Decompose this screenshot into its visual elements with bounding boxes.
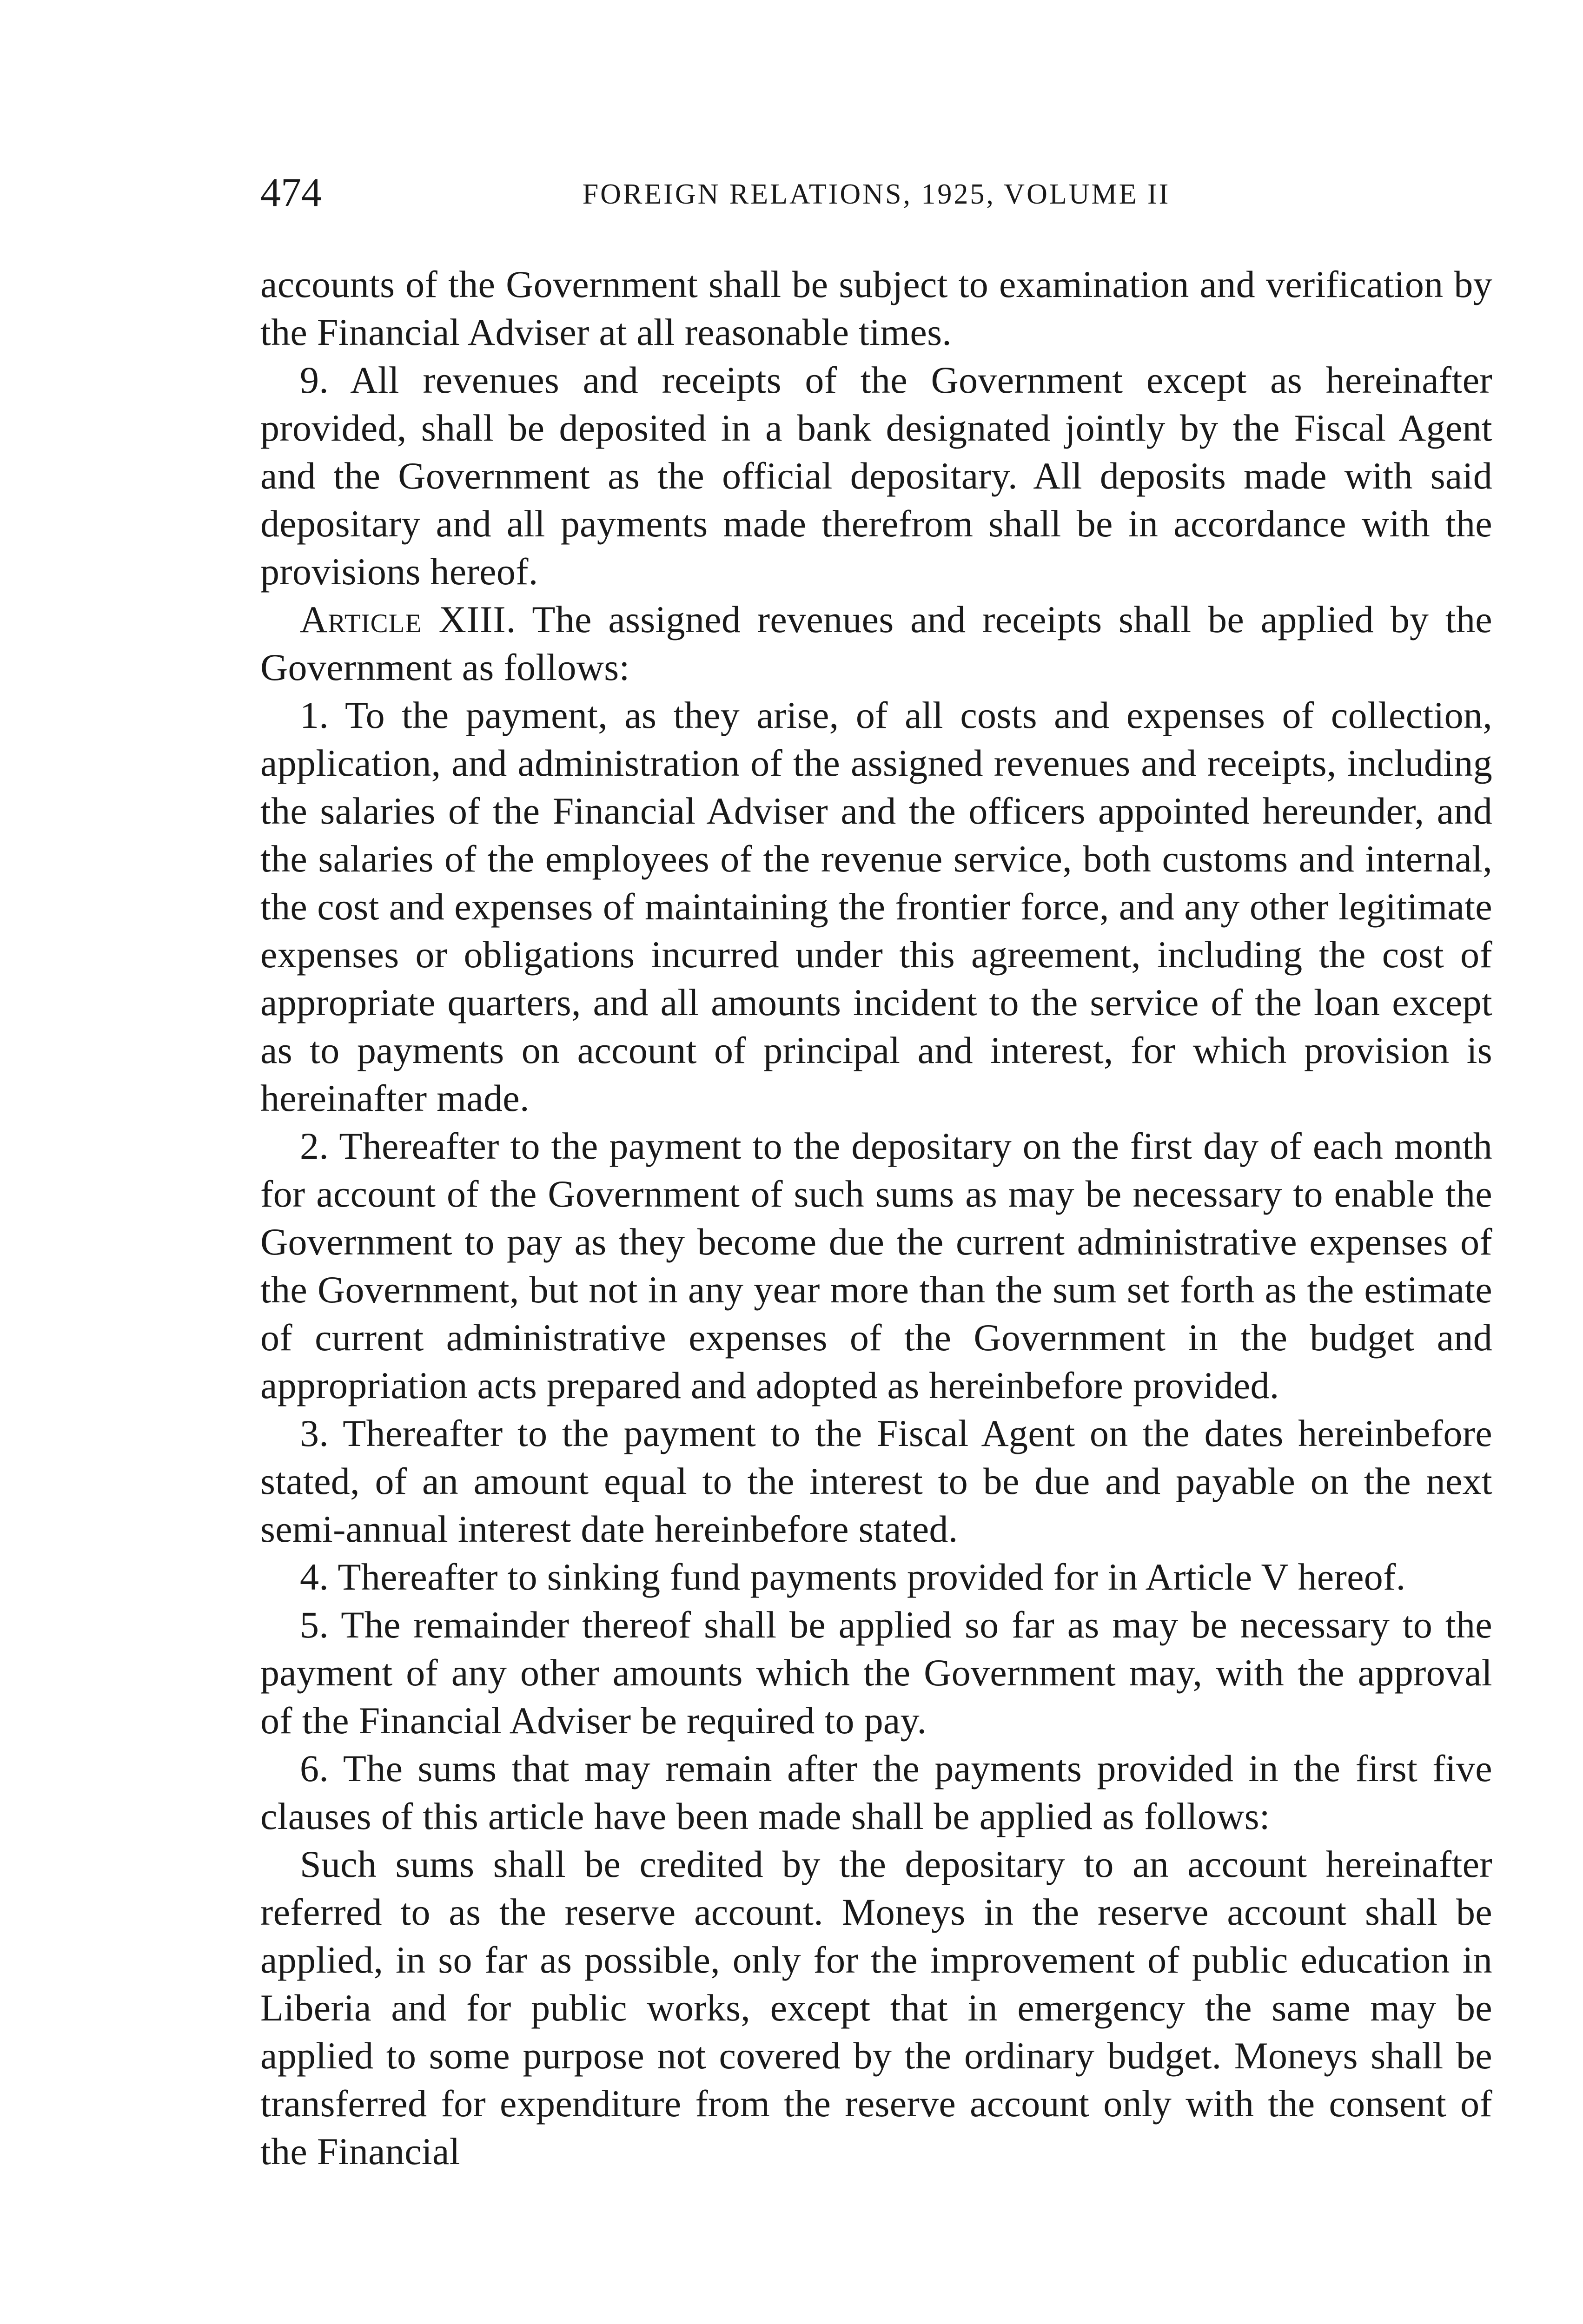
paragraph-clause-9: 9. All revenues and receipts of the Government except as hereinafter provided, shall be deposited in a bank designated jointly by the Fiscal Agent and the Government as the official depositary. All deposits made with said depositary and all payments made therefrom shall be in accordance with the provisions hereof. [260,359,1492,593]
page-number: 474 [260,170,322,215]
paragraph-article-xiii [260,595,1492,691]
paragraph-clause-1: 1. To the payment, as they arise, of all costs and expenses of collection, application, and administration of the assigned revenues and receipts, including the salaries of the Financial Adviser and the officers appointed hereunder, and the salaries of the employees of the revenue service, both customs and internal, the cost and expenses of maintaining the frontier force, and any other legitimate expenses or obligations incurred under this agreement, including the cost of appropriate quarters, and all amounts incident to the service of the loan except as to payments on account of principal and interest, for which provision is hereinafter made. [260,694,1492,1119]
paragraph-reserve-account: Such sums shall be credited by the depositary to an account hereinafter referred to as the reserve account. Moneys in the reserve account shall be applied, in so far as possible, only for the improvement of public education in Liberia and for public works, except that in emergency the same may be applied to some purpose not covered by the ordinary budget. Moneys shall be transferred for expenditure from the reserve account only with the consent of the Financial [260,1843,1492,2172]
paragraph-clause-4: 4. Thereafter to sinking fund payments provided for in Article V hereof. [300,1556,1406,1598]
document-page [260,167,1492,2175]
paragraph-clause-3: 3. Thereafter to the payment to the Fiscal Agent on the dates hereinbefore stated, of an amount equal to the interest to be due and payable on the next semi-annual interest date hereinbefore stated. [260,1412,1492,1550]
paragraph-clause-2: 2. Thereafter to the payment to the depositary on the first day of each month for account of the Government of such sums as may be necessary to enable the Government to pay as they become due the current administrative expenses of the Government, but not in any year more than the sum set forth as the estimate of current administrative expenses of the Government in the budget and appropriation acts prepared and adopted as hereinbefore provided. [260,1125,1492,1406]
paragraph-continued: accounts of the Government shall be subject to examination and verification by the Financial Adviser at all reasonable times. [260,263,1492,353]
article-intro: The assigned revenues and receipts shall be applied by the Government as follows: [260,598,1492,688]
paragraph-clause-6: 6. The sums that may remain after the payments provided in the first five clauses of this article have been made shall be applied as follows: [260,1747,1492,1837]
paragraph-clause-5: 5. The remainder thereof shall be applied so far as may be necessary to the payment of any other amounts which the Government may, with the approval of the Financial Adviser be required to pay. [260,1604,1492,1742]
running-head [260,167,1492,218]
article-heading: Article XIII. [300,598,517,640]
running-title: FOREIGN RELATIONS, 1925, VOLUME II [582,178,1171,210]
body-text [260,260,1492,2175]
